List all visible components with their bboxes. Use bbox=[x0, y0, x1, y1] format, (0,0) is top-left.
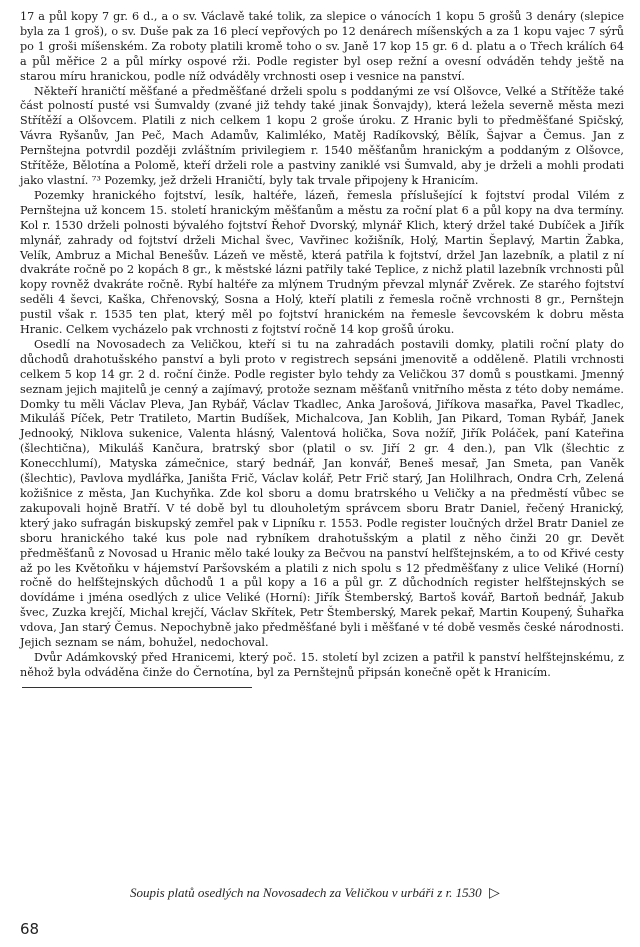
figure-caption bbox=[130, 885, 624, 902]
section-divider bbox=[22, 687, 252, 688]
paragraph-fojtstvi: Pozemky hranického fojtství, lesík, haltéře, lázeň, řemesla příslušející k fojtství prodal Vilém z Pernštejna už koncem 15. století hranickým měšťanům a městu za roční plat 6 a půl kopy na dva termíny. Kol r. 1530 drželi polnosti bývalého fojtství Řehoř Dvorský, mlynář Klich, který držel také Dubíček a Jiřík mlynář, zahrady od fojtství drželi Michal švec, Vavřinec kožišník, Holý, Martin Šeplavý, Martin Žabka, Velík, Ambruz a Michal Benešův. Lázeň ve městě, která patřila k fojtství, držel Jan lazebník, a platil z ní dvakráte ročně po 2 kopách 8 gr., k městské lázni patřily také Teplice, z nichž platil lazebník vrchnosti půl kopy rovněž dvakráte ročně. Rybí haltéře za mlýnem Trudným převzal mlynář Zvěrek. Ze starého fojtství seděli 4 ševci, Kaška, Chřenovský, Sosna a Holý, kteří platili z řemesla ročně vrchnosti 8 gr., Pernštejn pustil však r. 1535 ten plat, který měl po fojtství hranickém na řemesle ševcovském k dobru města Hranic. Celkem vycházelo pak vrchnosti z fojtství ročně 14 kop grošů úroku. bbox=[20, 188, 624, 337]
paragraph-adamkovsky: Dvůr Adámkovský před Hranicemi, který poč. 15. století byl zcizen a patřil k panství helfštejnskému, z něhož byla odváděna činže do Černotína, byl za Pernštejnů připsán konečně opět k Hranicím. bbox=[20, 650, 624, 679]
page-number: 68 bbox=[20, 920, 40, 938]
paragraph-novosady: Osedlí na Novosadech za Veličkou, kteří si tu na zahradách postavili domky, platili roční platy do důchodů drahotušského panství a byli proto v registrech sepsáni jmenovitě a odděleně. Platili vrchnosti celkem 5 kop 14 gr. 2 d. roční činže. Podle register bylo tehdy za Veličkou 37 domů s poustkami. Jmenný seznam jejich majitelů je cenný a zajímavý, protože seznam měšťanů vnitřního města z této doby nemáme. Domky tu měli Václav Pleva, Jan Rybář, Václav Tkadlec, Anka Jarošová, Jiříkova masařka, Pavel Tkadlec, Mikuláš Píček, Petr Tratileto, Martin Budíšek, Michalcova, Jan Koblih, Jan Pikard, Toman Rybář, Janek Jednooký, Niklova sukenice, Valenta hlásný, Valentová holička, Sova nožíř, Jiřík Poláček, paní Kateřina (šlechtična), Mikuláš Kančura, bratrský sbor (platil o sv. Jiří 2 gr. 4 den.), pan Vlk (šlechtic z Konecchlumí), Matyska zámečnice, starý bednář, Jan konvář, Beneš mesař, Jan Smeta, pan Vaněk (šlechtic), Pavlova mydlářka, Janišta Frič, Václav kolář, Petr Frič starý, Jan Holilhrach, Ondra Crh, Zelená kožišnice z města, Jan Kuchyňka. Zde kol sboru a domu bratrského u Veličky a na předměstí vůbec se zakupovali hojně Bratří. V té době byl tu dlouholetým správcem sboru Bratr Daniel, řečený Hranický, který jako sufragán biskupský zemřel pak v Lipníku r. 1553. Podle register loučných držel Bratr Daniel ze sboru hranického také kus pole nad rybníkem drahotušským a platil z něho činži 20 gr. Devět předměšťanů z Novosad u Hranic mělo také louky za Bečvou na panství helfštejnském, a to od Křivé cesty až po les Květoňku v hájemství Paršovském a platili z nich spolu s 12 předměšťany z ulice Veliké (Horní) ročně do helfštejnských důchodů 1 a půl kopy a 16 a půl gr. Z důchodních register helfštejnských se dovídáme i jména osedlých z ulice Veliké (Horní): Jiřík Štemberský, Bartoš kovář, Bartoň bednář, Jakub švec, Zuzka krejčí, Michal krejčí, Václav Skřítek, Petr Štemberský, Marek pekař, Martin Koupený, Šuhařka vdova, Jan starý Čemus. Nepochybně jako předměšťané byli i měšťané v té době vesměs české národnosti. Jejich seznam se nám, bohužel, nedochoval. bbox=[20, 337, 624, 650]
paragraph-tributes: 17 a půl kopy 7 gr. 6 d., a o sv. Václavě také tolik, za slepice o vánocích 1 kopu 5 grošů 3 denáry (slepice byla za 1 groš), o sv. Duše pak za 16 plecí vepřových po 12 denárech míšenských a za 1 kopu vajec 7 sýrů po 1 groši míšenském. Za roboty platili kromě toho o sv. Janě 17 kop 15 gr. 6 d. platu a o Třech králích 64 a půl měřice 2 a půl mírky ospové rži. Podle register byl osep režní a ovesní odváděn tehdy ještě na starou míru hranickou, podle níž odváděly vrchnosti osep i vesnice na panství. bbox=[20, 10, 624, 83]
caption-text: Soupis platů osedlých na Novosadech za Veličkou v urbáři z r. 1530 bbox=[130, 885, 482, 900]
paragraph-sumvald: Někteří hraničtí měšťané a předměšťané drželi spolu s poddanými ze vsí Olšovce, Velké a Střítěže také část polností pusté vsi Šumvaldy (zvané již tehdy také jinak Šonvajdy), která ležela severně města mezi Střítěží a Olšovcem. Platili z nich celkem 1 kopu 2 groše úroku. Z Hranic byli to předměšťané Spičský, Vávra Ryšanův, Jan Peč, Mach Adamův, Kalimléko, Matěj Radíkovský, Bělík, Šajvar a Čemus. Jan z Pernštejna potvrdil později zvláštním privilegiem r. 1540 měšťanům hranickým a poddaným z Olšovce, Střítěže, Bělotína a Polomě, kteří drželi role a pastviny zaniklé vsi Šumvald, aby je drželi a mohli prodati jako vlastní. ⁷³ Pozemky, jež drželi Hraničtí, byly tak trvale připojeny k Hranicím. bbox=[20, 84, 624, 187]
page-body bbox=[20, 10, 624, 688]
arrow-right-icon: ▷ bbox=[488, 886, 500, 901]
